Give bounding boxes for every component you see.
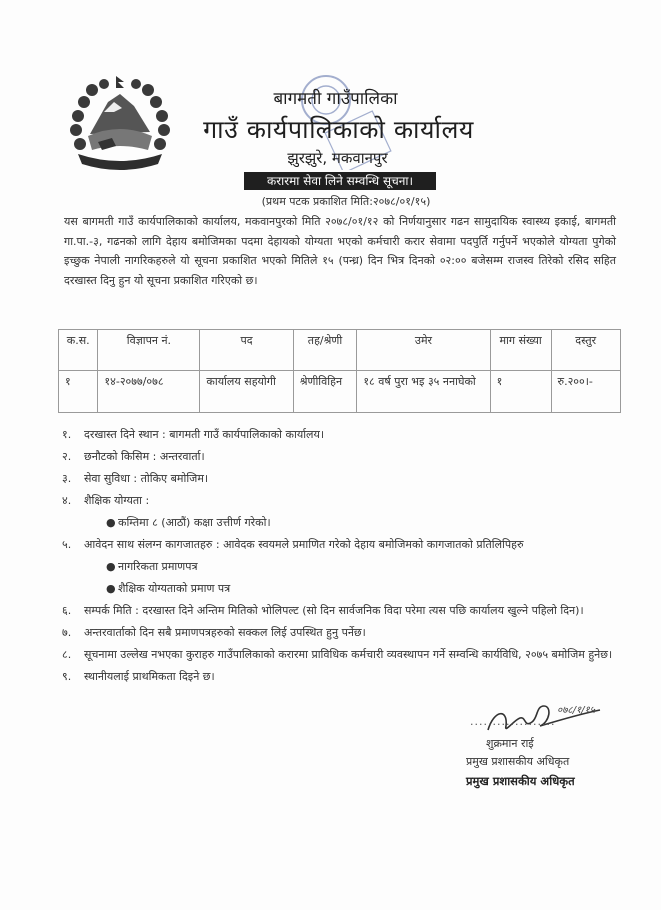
- term-text: सूचनामा उल्लेख नभएका कुराहरु गाउँपालिकाको करारमा प्राविधिक कर्मचारी व्यवस्थापन गर्ने सम्वन्धि कार्यविधि, २०७५ बमोजिम हुनेछ।: [84, 648, 613, 661]
- bullet-icon: ●: [106, 560, 116, 573]
- term-text: सम्पर्क मिति : दरखास्त दिने अन्तिम मितिको भोलिपल्ट (सो दिन सार्वजनिक विदा परेमा त्यस पछि कार्यालय खुल्ने पहिलो दिन)।: [84, 604, 584, 617]
- header-fee: दस्तुर: [551, 330, 621, 371]
- bullet-item: [62, 578, 622, 600]
- signature-date: ०७८/१/१५: [557, 705, 595, 716]
- bullet-icon: ●: [106, 582, 116, 595]
- term-number: ३.: [62, 472, 72, 485]
- term-item: [62, 534, 622, 556]
- office-location: झुरझुरे, मकवानपुर: [287, 149, 388, 167]
- term-number: ५.: [62, 538, 72, 551]
- term-item: [62, 644, 622, 666]
- table-row: [59, 371, 621, 413]
- term-text: स्थानीयलाई प्राथमिकता दिइने छ।: [84, 670, 215, 683]
- bullet-text: शैक्षिक योग्यताको प्रमाण पत्र: [118, 582, 231, 595]
- bullet-text: नागरिकता प्रमाणपत्र: [118, 560, 198, 573]
- cell-age: १८ वर्ष पुरा भइ ३५ ननाघेको: [357, 371, 490, 413]
- municipality-name: बागमती गाउँपालिका: [273, 89, 398, 109]
- term-item: [62, 490, 622, 512]
- table-header-row: [59, 330, 621, 371]
- cell-fee: रु.२००।-: [551, 371, 621, 413]
- header-ad-number: विज्ञापन नं.: [98, 330, 200, 371]
- term-item: [62, 666, 622, 688]
- header-demand-count: माग संख्या: [490, 330, 551, 371]
- signatory-name: शुक्रमान राई: [486, 737, 534, 750]
- signatory-title: प्रमुख प्रशासकीय अधिकृत: [466, 755, 570, 768]
- bullet-text: कम्तिमा ८ (आठौं) कक्षा उत्तीर्ण गरेको।: [118, 516, 271, 529]
- term-item: [62, 446, 622, 468]
- header-age: उमेर: [357, 330, 490, 371]
- term-text: आवेदन साथ संलग्न कागजातहरु : आवेदक स्वयमले प्रमाणित गरेको देहाय बमोजिमको कागजातको प्रतिलिपिहरु: [84, 538, 524, 551]
- vacancy-table: [58, 329, 621, 413]
- term-text: शैक्षिक योग्यता :: [84, 494, 150, 507]
- notice-title: करारमा सेवा लिने सम्वन्धि सूचना।: [244, 172, 436, 190]
- term-item: [62, 600, 622, 622]
- cell-ad-number: १४-२०७७/०७८: [98, 371, 200, 413]
- term-item: [62, 424, 622, 446]
- term-number: ९.: [62, 670, 72, 683]
- term-text: दरखास्त दिने स्थान : बागमती गाउँ कार्यपालिकाको कार्यालय।: [84, 428, 325, 441]
- term-item: [62, 468, 622, 490]
- cell-level: श्रेणीविहिन: [293, 371, 357, 413]
- header-level: तह/श्रेणी: [293, 330, 357, 371]
- cell-post: कार्यालय सहयोगी: [200, 371, 293, 413]
- term-number: ६.: [62, 604, 72, 617]
- terms-list: [62, 424, 622, 688]
- intro-paragraph: यस बागमती गाउँ कार्यपालिकाको कार्यालय, मकवानपुरको मिति २०७८/०१/१२ को निर्णयानुसार गढन सामुदायिक स्वास्थ्य इकाई, बागमती गा.पा.-३, गढनको लागि देहाय बमोजिमका पदमा देहायको योग्यता भएको कर्मचारी करार सेवामा पदपुर्ति गर्नुपर्ने भएकोले योग्यता पुगेको इच्छुक नेपाली नागरिकहरुले यो सूचना प्रकाशित भएको मितिले १५ (पन्ध्र) दिन भित्र दिनको ०२:०० बजेसम्म राजस्व तिरेको रसिद सहित दरखास्त दिनु हुन यो सूचना प्रकाशित गरिएको छ।: [64, 215, 616, 287]
- bullet-item: [62, 512, 622, 534]
- signature-line: ...................: [470, 715, 556, 728]
- term-number: ८.: [62, 648, 72, 661]
- term-number: १.: [62, 428, 72, 441]
- term-text: सेवा सुविधा : तोकिए बमोजिम।: [84, 472, 209, 485]
- header-serial: क.स.: [59, 330, 98, 371]
- signatory-stamp-title: प्रमुख प्रशासकीय अधिकृत: [466, 774, 575, 788]
- cell-demand-count: १: [490, 371, 551, 413]
- header-post: पद: [200, 330, 293, 371]
- term-item: [62, 622, 622, 644]
- term-number: ४.: [62, 494, 72, 507]
- cell-serial: १: [59, 371, 98, 413]
- term-number: ७.: [62, 626, 72, 639]
- bullet-icon: ●: [106, 516, 116, 529]
- term-text: छनौटको किसिम : अन्तरवार्ता।: [84, 450, 205, 463]
- office-name: गाउँ कार्यपालिकाको कार्यालय: [203, 115, 474, 144]
- publication-date: (प्रथम पटक प्रकाशित मिति:२०७८/०१/१५): [261, 195, 431, 208]
- bullet-item: [62, 556, 622, 578]
- term-text: अन्तरवार्ताको दिन सबै प्रमाणपत्रहरुको सक्कल लिई उपस्थित हुनु पर्नेछ।: [84, 626, 366, 639]
- term-number: २.: [62, 450, 72, 463]
